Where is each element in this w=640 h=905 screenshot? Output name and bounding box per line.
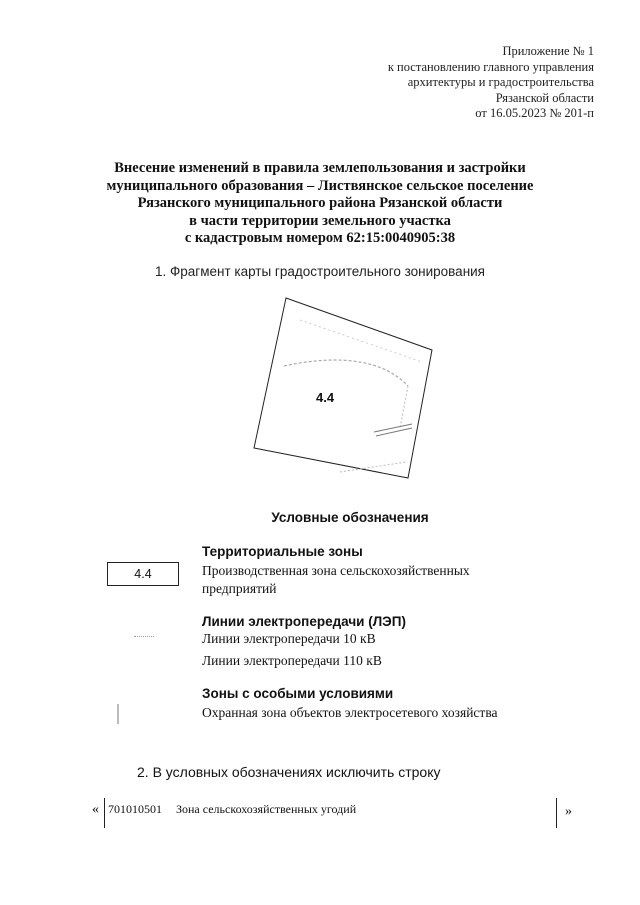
section-2-heading: 2. В условных обозначениях исключить строку — [137, 764, 441, 780]
zone-symbol-box: 4.4 — [107, 562, 179, 586]
power-line-10kv — [376, 428, 412, 436]
power-line-110kv-label: Линии электропередачи 110 кВ — [202, 653, 382, 668]
annex-line: Приложение № 1 — [502, 44, 594, 58]
excluded-legend-row — [92, 798, 572, 828]
map-zone-label: 4.4 — [316, 390, 335, 405]
guard-zone-label: Охранная зона объектов электросетевого хозяйства — [202, 705, 498, 720]
title-line: в части территории земельного участка — [189, 212, 451, 229]
row-code: 701010501 — [108, 802, 162, 816]
row-right-border — [556, 798, 557, 828]
power-lines-heading: Линии электропередачи (ЛЭП) — [202, 614, 406, 629]
title-line: Внесение изменений в правила землепользования и застройки — [114, 160, 526, 176]
title-line: муниципального образования – Листвянское сельское поселение — [106, 177, 534, 194]
guard-zone-symbol — [117, 704, 119, 724]
guard-zone-line — [284, 360, 408, 386]
quote-open: « — [92, 802, 99, 817]
power-line-10kv — [374, 424, 412, 432]
annex-line: архитектуры и градостроительства — [407, 75, 594, 89]
quote-close: » — [565, 804, 572, 819]
annex-block — [388, 44, 594, 122]
title-line: с кадастровым номером 62:15:0040905:38 — [184, 230, 456, 246]
zone-description-line2: предприятий — [202, 581, 277, 596]
territorial-zones-heading: Территориальные зоны — [202, 544, 363, 559]
parcel-inner-line — [300, 320, 422, 362]
annex-line: от 16.05.2023 № 201-п — [475, 106, 594, 120]
zone-description-line1: Производственная зона сельскохозяйственных — [202, 563, 470, 578]
guard-zone-line — [400, 386, 408, 428]
row-left-border — [104, 798, 105, 828]
row-name: Зона сельскохозяйственных угодий — [176, 802, 357, 816]
section-1-heading: 1. Фрагмент карты градостроительного зонирования — [154, 264, 485, 279]
annex-line: к постановлению главного управления — [387, 59, 594, 74]
annex-line: Рязанской области — [495, 90, 594, 105]
zoning-map-fragment — [240, 290, 440, 480]
power-line-10kv-label: Линии электропередачи 10 кВ — [202, 631, 376, 646]
land-parcel-boundary — [254, 298, 432, 478]
document-title — [0, 160, 640, 248]
title-line: Рязанского муниципального района Рязанской области — [137, 195, 503, 211]
power-line-10kv-symbol — [134, 636, 154, 641]
legend-title: Условные обозначения — [271, 510, 429, 525]
special-zones-heading: Зоны с особыми условиями — [202, 686, 394, 701]
power-line-110kv-symbol — [134, 662, 154, 666]
